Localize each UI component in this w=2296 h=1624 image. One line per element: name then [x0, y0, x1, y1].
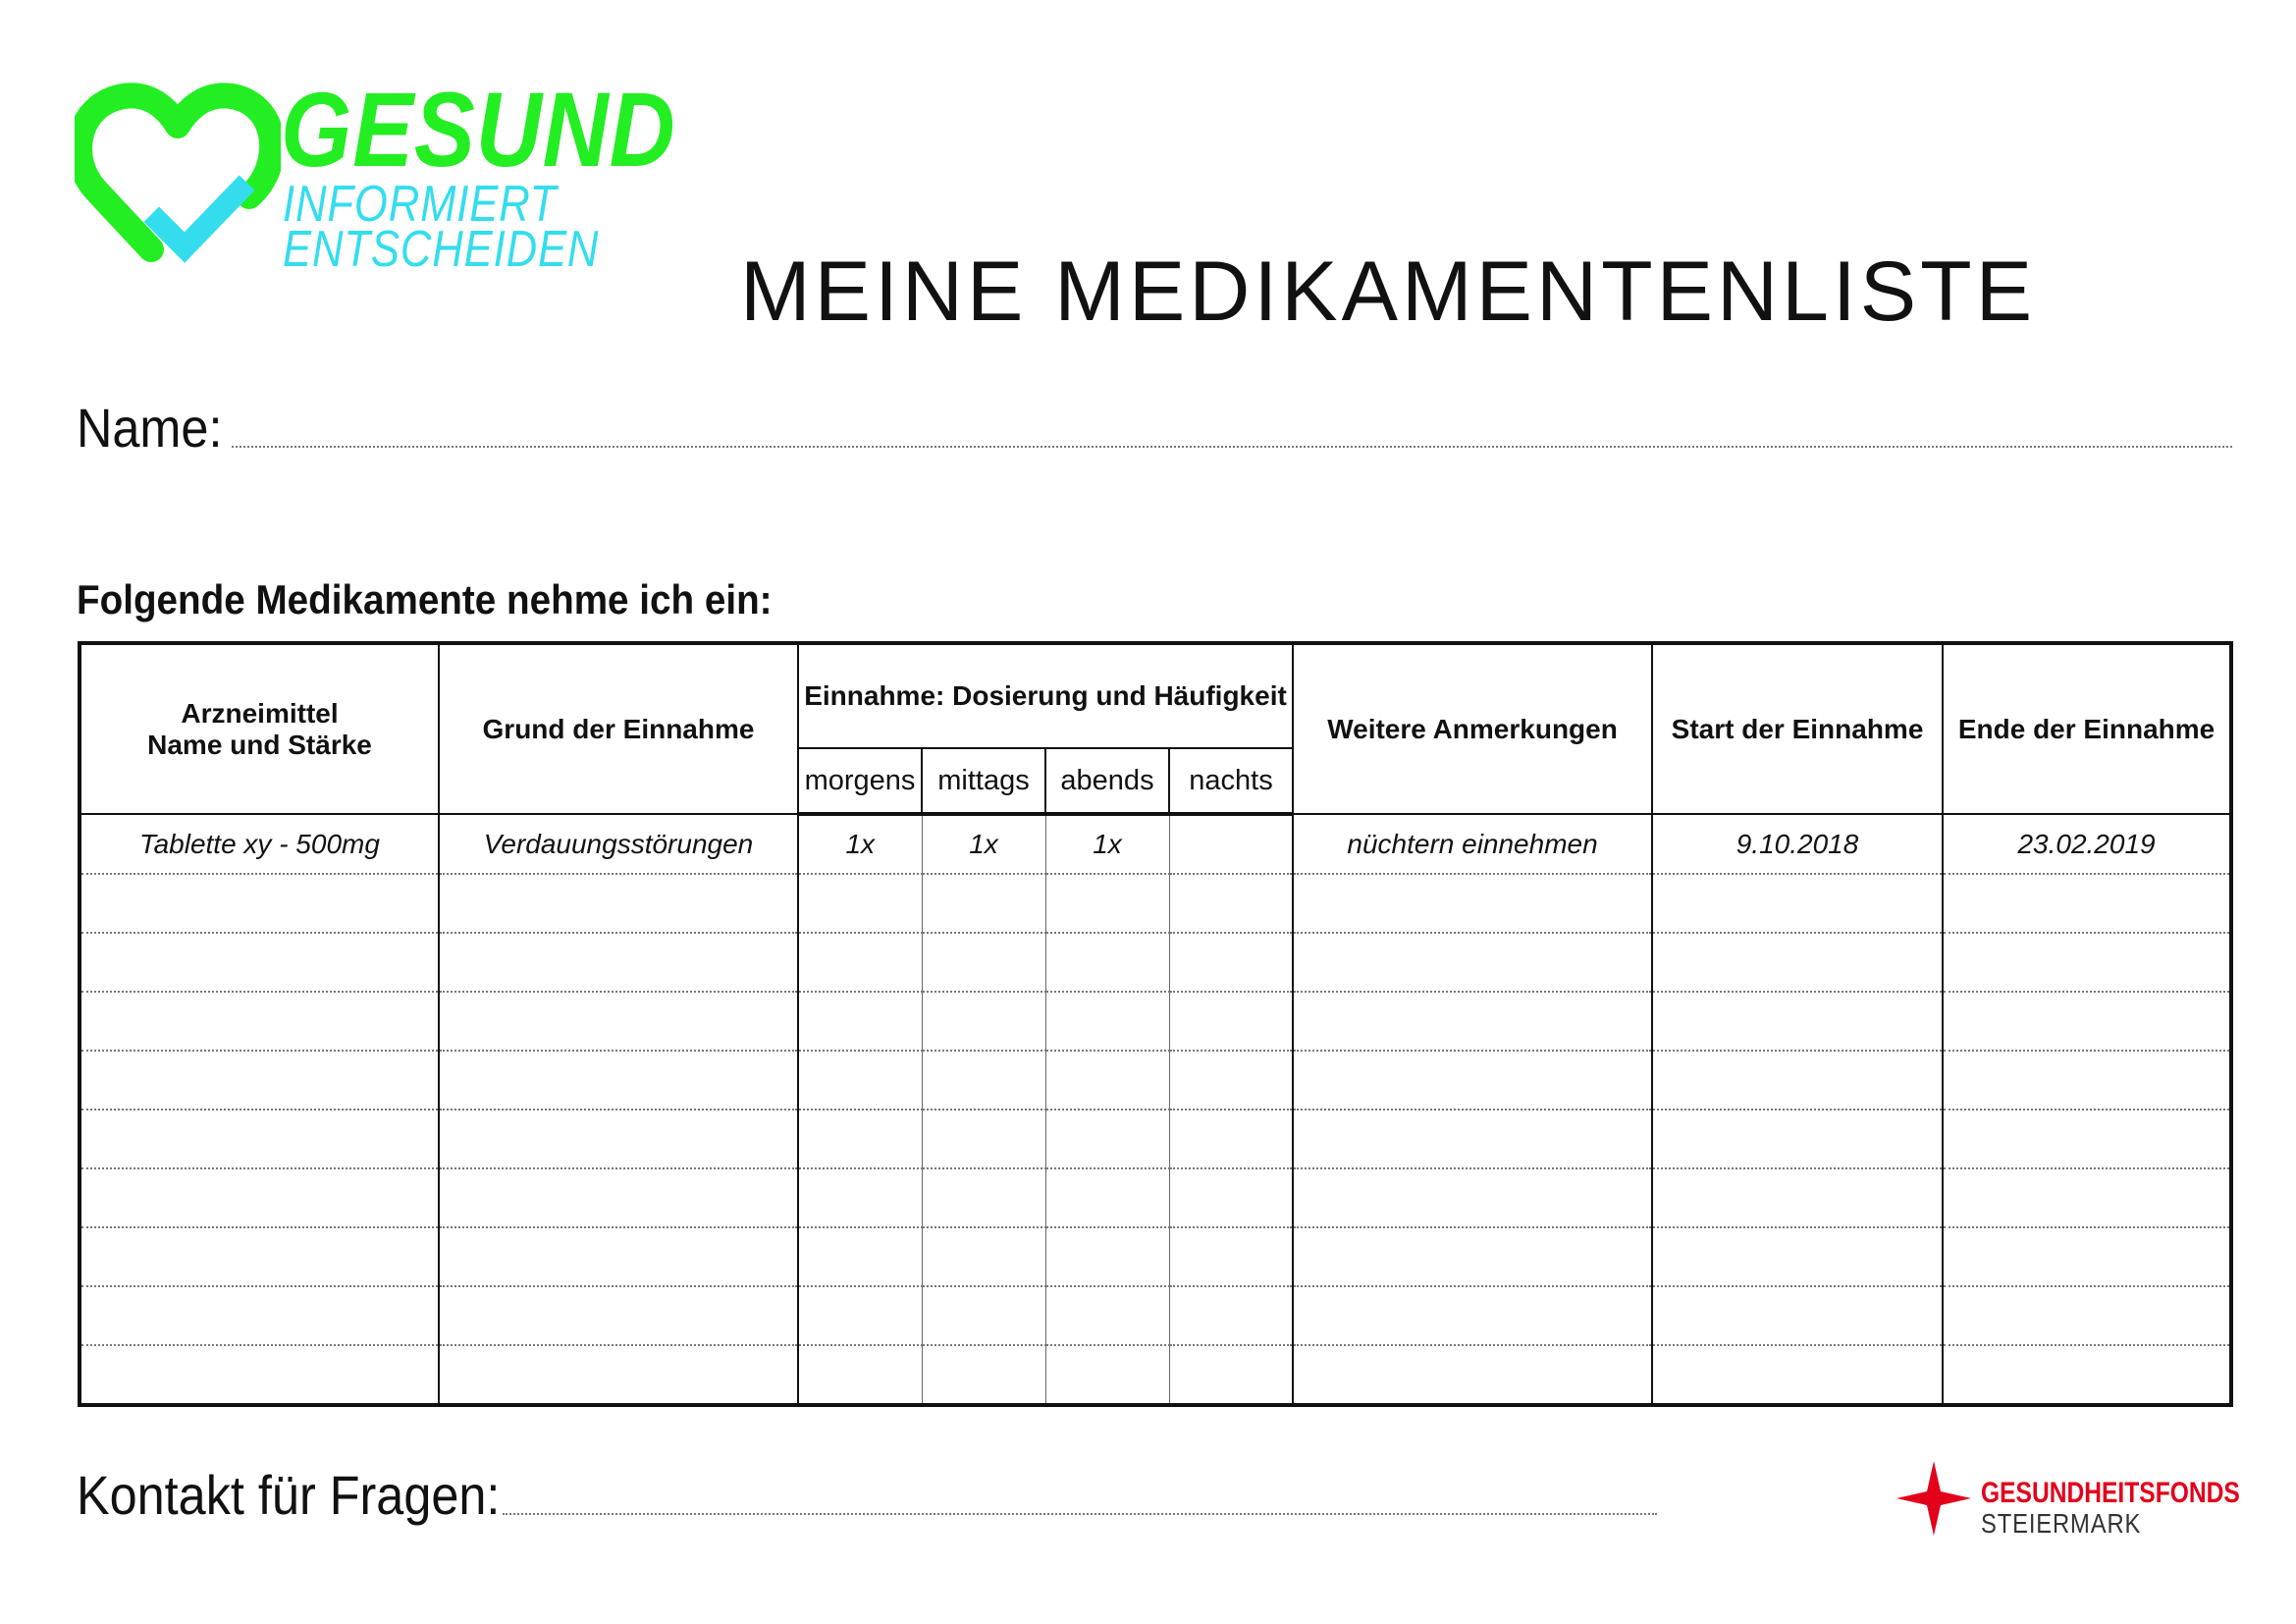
cell-reason[interactable] — [439, 1110, 798, 1168]
cell-morning[interactable] — [798, 992, 922, 1051]
cell-medication[interactable] — [80, 1168, 439, 1227]
cell-night[interactable] — [1169, 1286, 1293, 1345]
table-header-row — [80, 643, 2231, 748]
cell-end[interactable] — [1943, 1345, 2231, 1405]
table-row — [80, 1227, 2231, 1286]
cell-night[interactable] — [1169, 814, 1293, 874]
cell-morning[interactable] — [798, 933, 922, 992]
cell-noon[interactable] — [922, 1227, 1045, 1286]
name-label: Name: — [77, 397, 223, 459]
cell-end[interactable] — [1943, 874, 2231, 933]
cell-start[interactable] — [1652, 992, 1943, 1051]
contact-label: Kontakt für Fragen: — [77, 1464, 501, 1526]
cell-noon[interactable] — [922, 1051, 1045, 1110]
contact-field-row — [77, 1464, 1657, 1527]
cell-evening[interactable] — [1045, 1110, 1169, 1168]
cell-start[interactable]: 9.10.2018 — [1652, 814, 1943, 874]
cell-end[interactable] — [1943, 1286, 2231, 1345]
cell-noon[interactable] — [922, 874, 1045, 933]
cell-notes[interactable] — [1293, 992, 1652, 1051]
cell-notes[interactable]: nüchtern einnehmen — [1293, 814, 1652, 874]
cell-medication[interactable] — [80, 1227, 439, 1286]
cell-noon[interactable] — [922, 1110, 1045, 1168]
cell-morning[interactable] — [798, 1345, 922, 1405]
cell-end[interactable] — [1943, 1051, 2231, 1110]
cell-reason[interactable] — [439, 992, 798, 1051]
cell-notes[interactable] — [1293, 933, 1652, 992]
cell-start[interactable] — [1652, 1227, 1943, 1286]
cell-evening[interactable] — [1045, 933, 1169, 992]
cell-end[interactable] — [1943, 1168, 2231, 1227]
header-morning: morgens — [798, 748, 922, 814]
cell-notes[interactable] — [1293, 1286, 1652, 1345]
cell-notes[interactable] — [1293, 1168, 1652, 1227]
table-row — [80, 814, 2231, 874]
cell-medication[interactable] — [80, 874, 439, 933]
heart-check-icon — [75, 75, 281, 271]
cell-night[interactable] — [1169, 1227, 1293, 1286]
cell-evening[interactable] — [1045, 1227, 1169, 1286]
cell-start[interactable] — [1652, 874, 1943, 933]
table-row — [80, 874, 2231, 933]
cell-start[interactable] — [1652, 1168, 1943, 1227]
header-dosage: Einnahme: Dosierung und Häufigkeit — [798, 643, 1293, 748]
cell-end[interactable] — [1943, 992, 2231, 1051]
gesundheitsfonds-logo — [1895, 1459, 2238, 1547]
table-row — [80, 1110, 2231, 1168]
cell-morning[interactable] — [798, 1110, 922, 1168]
cell-evening[interactable] — [1045, 874, 1169, 933]
star-icon — [1895, 1459, 1973, 1538]
cell-noon[interactable] — [922, 1345, 1045, 1405]
cell-night[interactable] — [1169, 1168, 1293, 1227]
table-row — [80, 933, 2231, 992]
cell-night[interactable] — [1169, 1345, 1293, 1405]
cell-start[interactable] — [1652, 1110, 1943, 1168]
cell-evening[interactable]: 1x — [1045, 814, 1169, 874]
cell-night[interactable] — [1169, 1110, 1293, 1168]
header-start: Start der Einnahme — [1652, 643, 1943, 814]
logo-tagline-2: ENTSCHEIDEN — [283, 221, 600, 278]
gesund-logo — [75, 70, 676, 278]
cell-night[interactable] — [1169, 992, 1293, 1051]
table-row — [80, 1051, 2231, 1110]
cell-notes[interactable] — [1293, 874, 1652, 933]
cell-start[interactable] — [1652, 1345, 1943, 1405]
medication-table — [78, 641, 2233, 1407]
header-notes: Weitere Anmerkungen — [1293, 643, 1652, 814]
header-noon: mittags — [922, 748, 1045, 814]
cell-notes[interactable] — [1293, 1051, 1652, 1110]
table-row — [80, 1168, 2231, 1227]
cell-end[interactable] — [1943, 933, 2231, 992]
cell-end[interactable] — [1943, 1227, 2231, 1286]
cell-reason[interactable] — [439, 1168, 798, 1227]
cell-start[interactable] — [1652, 933, 1943, 992]
header-end: Ende der Einnahme — [1943, 643, 2231, 814]
cell-notes[interactable] — [1293, 1227, 1652, 1286]
cell-medication[interactable] — [80, 1110, 439, 1168]
cell-reason[interactable] — [439, 1051, 798, 1110]
cell-evening[interactable] — [1045, 1345, 1169, 1405]
cell-morning[interactable] — [798, 874, 922, 933]
cell-night[interactable] — [1169, 874, 1293, 933]
table-row — [80, 1286, 2231, 1345]
cell-notes[interactable] — [1293, 1345, 1652, 1405]
cell-noon[interactable]: 1x — [922, 814, 1045, 874]
medication-table-body — [80, 814, 2231, 1405]
header-medication-line1: Arzneimittel — [181, 697, 339, 729]
table-row — [80, 1345, 2231, 1405]
cell-reason[interactable] — [439, 933, 798, 992]
cell-end[interactable] — [1943, 1110, 2231, 1168]
header-reason: Grund der Einnahme — [439, 643, 798, 814]
cell-night[interactable] — [1169, 1051, 1293, 1110]
header-night: nachts — [1169, 748, 1293, 814]
cell-reason[interactable] — [439, 1227, 798, 1286]
cell-noon[interactable] — [922, 1168, 1045, 1227]
cell-evening[interactable] — [1045, 1051, 1169, 1110]
contact-field[interactable] — [503, 1513, 1657, 1515]
table-row — [80, 992, 2231, 1051]
name-field[interactable] — [232, 446, 2232, 448]
fonds-name: GESUNDHEITSFONDS — [1981, 1477, 2240, 1509]
cell-evening[interactable] — [1045, 1286, 1169, 1345]
cell-reason[interactable] — [439, 1345, 798, 1405]
cell-reason[interactable]: Verdauungsstörungen — [439, 814, 798, 874]
cell-medication[interactable]: Tablette xy - 500mg — [80, 814, 439, 874]
cell-morning[interactable]: 1x — [798, 814, 922, 874]
cell-medication[interactable] — [80, 933, 439, 992]
cell-noon[interactable] — [922, 992, 1045, 1051]
cell-medication[interactable] — [80, 1286, 439, 1345]
cell-noon[interactable] — [922, 1286, 1045, 1345]
cell-reason[interactable] — [439, 874, 798, 933]
cell-reason[interactable] — [439, 1286, 798, 1345]
cell-morning[interactable] — [798, 1227, 922, 1286]
header-evening: abends — [1045, 748, 1169, 814]
cell-start[interactable] — [1652, 1286, 1943, 1345]
cell-noon[interactable] — [922, 933, 1045, 992]
cell-medication[interactable] — [80, 992, 439, 1051]
logo-tagline-1: INFORMIERT — [283, 176, 558, 233]
logo-wordmark: GESUND — [281, 70, 676, 189]
table-caption: Folgende Medikamente nehme ich ein: — [77, 576, 773, 623]
cell-end[interactable]: 23.02.2019 — [1943, 814, 2231, 874]
page-title: MEINE MEDIKAMENTENLISTE — [740, 244, 2037, 339]
cell-medication[interactable] — [80, 1051, 439, 1110]
cell-morning[interactable] — [798, 1051, 922, 1110]
cell-morning[interactable] — [798, 1286, 922, 1345]
cell-morning[interactable] — [798, 1168, 922, 1227]
fonds-region: STEIERMARK — [1981, 1508, 2142, 1539]
header-medication-line2: Name und Stärke — [147, 729, 372, 760]
name-field-row — [77, 397, 2232, 460]
cell-notes[interactable] — [1293, 1110, 1652, 1168]
cell-evening[interactable] — [1045, 992, 1169, 1051]
cell-medication[interactable] — [80, 1345, 439, 1405]
header-medication — [80, 643, 439, 814]
cell-night[interactable] — [1169, 933, 1293, 992]
cell-start[interactable] — [1652, 1051, 1943, 1110]
cell-evening[interactable] — [1045, 1168, 1169, 1227]
